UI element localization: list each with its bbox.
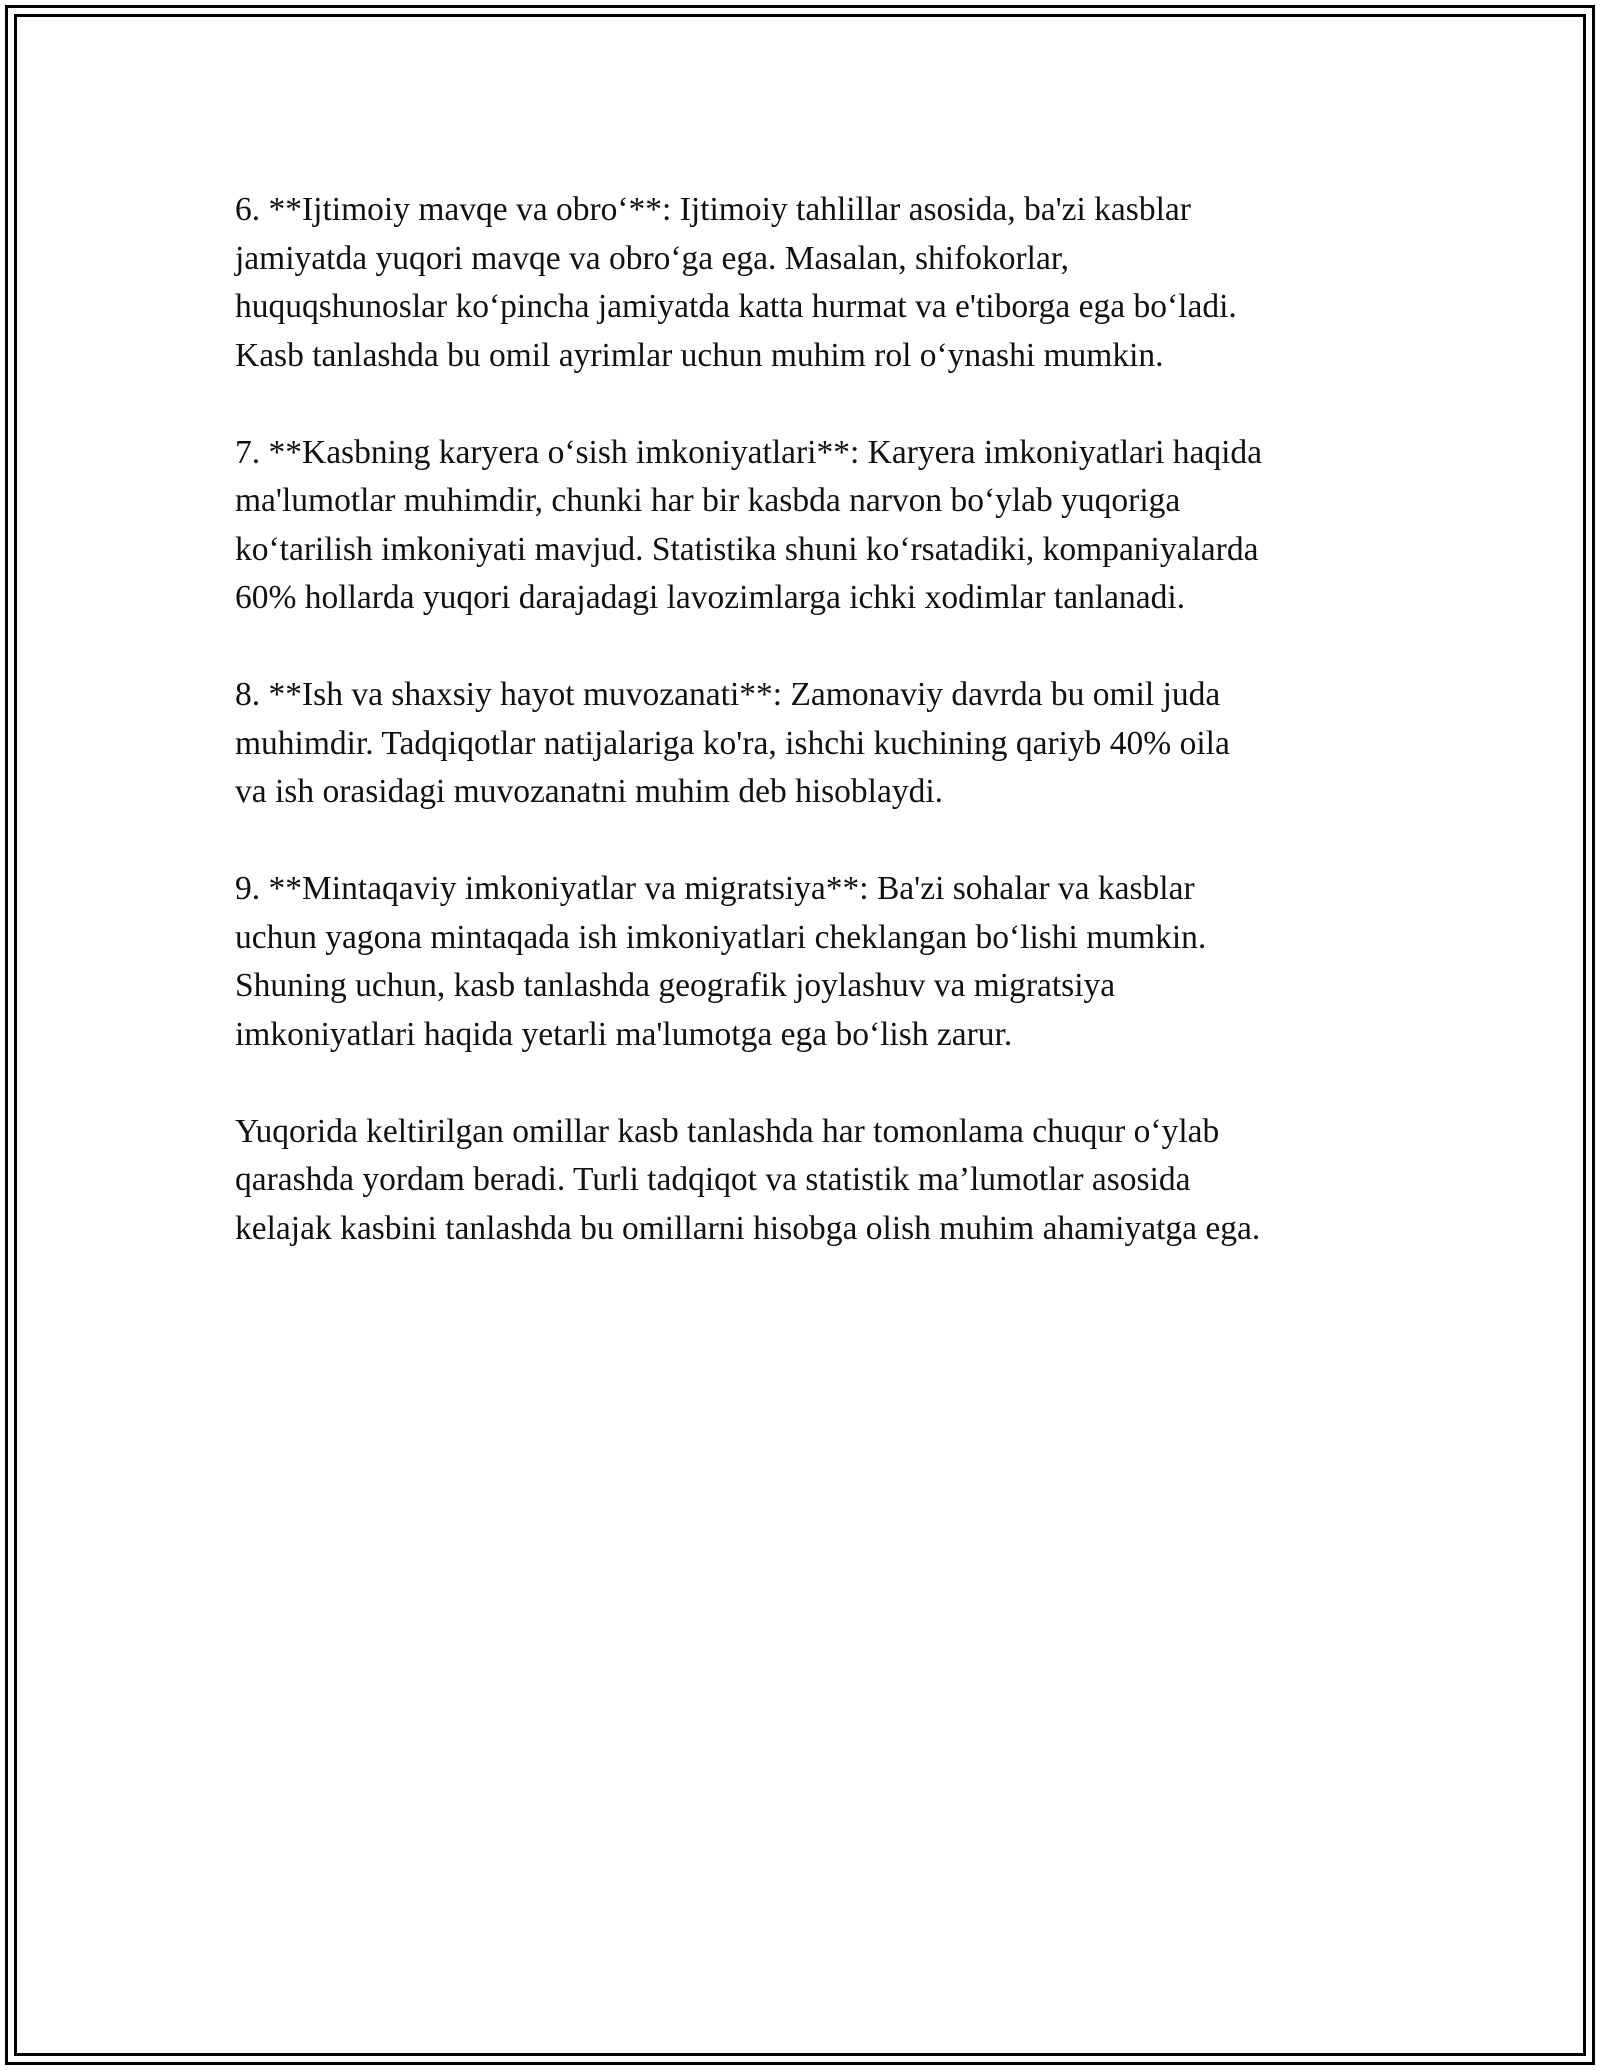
paragraph-line: muhimdir. Tadqiqotlar natijalariga ko'ra, ishchi kuchining qariyb 40% oila — [235, 724, 1230, 762]
paragraph-line: 8. **Ish va shaxsiy hayot muvozanati**: Zamonaviy davrda bu omil juda — [235, 676, 1221, 713]
paragraph-line: Kasb tanlashda bu omil ayrimlar uchun muhim rol o‘ynashi mumkin. — [235, 336, 1164, 374]
paragraph-line: 7. **Kasbning karyera o‘sish imkoniyatlari**: Karyera imkoniyatlari haqida — [235, 433, 1263, 471]
paragraph-line: Yuqorida keltirilgan omillar kasb tanlashda har tomonlama chuqur o‘ylab — [235, 1112, 1220, 1150]
paragraph-line: imkoniyatlari haqida yetarli ma'lumotga ega bo‘lish zarur. — [235, 1015, 1013, 1053]
paragraph-item-8 — [235, 671, 1385, 817]
paragraph-line: ma'lumotlar muhimdir, chunki har bir kasbda narvon bo‘ylab yuqoriga — [235, 482, 1181, 519]
document-body — [235, 186, 1385, 1302]
paragraph-line: Shuning uchun, kasb tanlashda geografik joylashuv va migratsiya — [235, 967, 1116, 1004]
paragraph-conclusion — [235, 1108, 1385, 1254]
paragraph-item-7 — [235, 429, 1385, 623]
paragraph-line: kelajak kasbini tanlashda bu omillarni hisobga olish muhim ahamiyatga ega. — [235, 1209, 1261, 1247]
paragraph-line: qarashda yordam beradi. Turli tadqiqot va statistik ma’lumotlar asosida — [235, 1161, 1191, 1198]
paragraph-item-6 — [235, 186, 1385, 380]
paragraph-line: 6. **Ijtimoiy mavqe va obro‘**: Ijtimoiy tahlillar asosida, ba'zi kasblar — [235, 191, 1191, 228]
paragraph-line: ko‘tarilish imkoniyati mavjud. Statistika shuni ko‘rsatadiki, kompaniyalarda — [235, 530, 1259, 568]
paragraph-line: uchun yagona mintaqada ish imkoniyatlari cheklangan bo‘lishi mumkin. — [235, 918, 1207, 956]
paragraph-line: va ish orasidagi muvozanatni muhim deb hisoblaydi. — [235, 773, 944, 810]
paragraph-line: 60% hollarda yuqori darajadagi lavozimlarga ichki xodimlar tanlanadi. — [235, 579, 1186, 616]
paragraph-item-9 — [235, 865, 1385, 1059]
paragraph-line: 9. **Mintaqaviy imkoniyatlar va migratsiya**: Ba'zi sohalar va kasblar — [235, 870, 1195, 907]
paragraph-line: huquqshunoslar ko‘pincha jamiyatda katta hurmat va e'tiborga ega bo‘ladi. — [235, 288, 1237, 325]
paragraph-line: jamiyatda yuqori mavqe va obro‘ga ega. Masalan, shifokorlar, — [235, 239, 1070, 277]
